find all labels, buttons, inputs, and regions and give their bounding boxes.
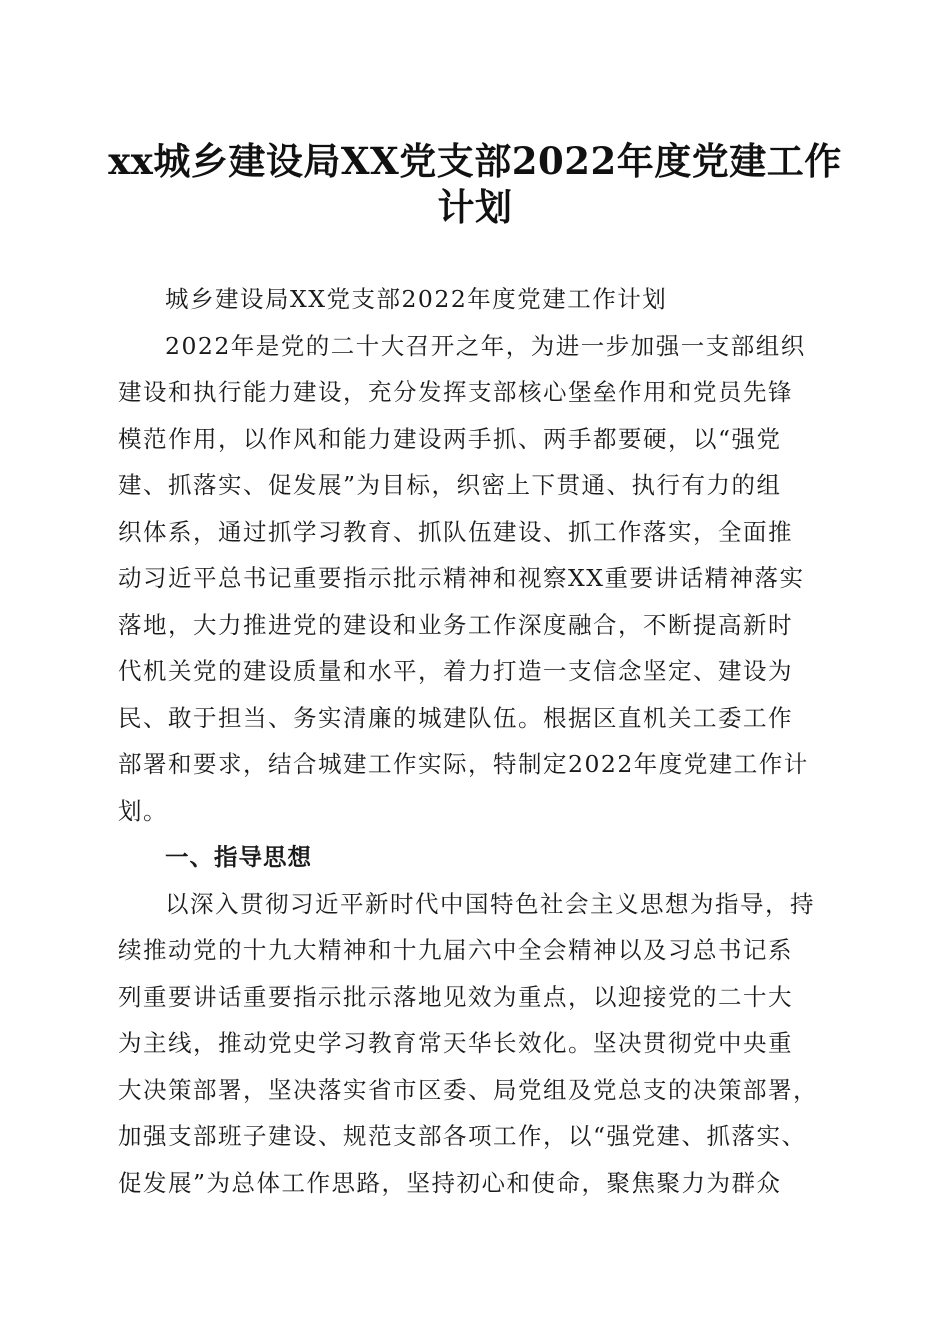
- subtitle-paragraph: [118, 276, 830, 323]
- intro-line: 划。: [118, 796, 168, 825]
- intro-line: 动习近平总书记重要指示批示精神和视察XX重要讲话精神落实: [118, 564, 805, 592]
- intro-paragraph: [118, 323, 830, 835]
- section1-line: 续推动党的十九大精神和十九届六中全会精神以及习总书记系: [118, 936, 793, 964]
- document-body: [118, 276, 830, 1206]
- title-line-2: 计划: [437, 185, 513, 229]
- section1-line: 为主线，推动党史学习教育常天华长效化。坚决贯彻党中央重: [118, 1029, 793, 1057]
- title-line-1: xx城乡建设局XX党支部2022年度党建工作: [108, 139, 842, 183]
- intro-line: 建、抓落实、促发展”为目标，织密上下贯通、执行有力的组: [118, 471, 782, 499]
- section-heading-text: 一、指导思想: [165, 843, 312, 871]
- document-title: [100, 138, 850, 230]
- intro-line: 模范作用，以作风和能力建设两手抓、两手都要硬，以“强党: [118, 424, 782, 453]
- intro-line: 代机关党的建设质量和水平，着力打造一支信念坚定、建设为: [118, 657, 793, 685]
- intro-line: 织体系，通过抓学习教育、抓队伍建设、抓工作落实，全面推: [118, 517, 793, 546]
- intro-line: 落地，大力推进党的建设和业务工作深度融合，不断提高新时: [118, 610, 793, 639]
- section1-line: 加强支部班子建设、规范支部各项工作，以“强党建、抓落实、: [118, 1122, 807, 1150]
- section1-line: 促发展”为总体工作思路，坚持初心和使命，聚焦聚力为群众: [118, 1168, 782, 1197]
- section-heading-guiding-ideology: [118, 834, 830, 881]
- intro-line: 民、敢于担当、务实清廉的城建队伍。根据区直机关工委工作: [118, 703, 793, 732]
- section1-line: 以深入贯彻习近平新时代中国特色社会主义思想为指导，持: [165, 889, 815, 918]
- intro-line: 部署和要求，结合城建工作实际，特制定2022年度党建工作计: [118, 750, 809, 778]
- section1-paragraph: [118, 881, 830, 1207]
- subtitle-line: 城乡建设局XX党支部2022年度党建工作计划: [165, 285, 668, 313]
- section1-line: 大决策部署，坚决落实省市区委、局党组及党总支的决策部署，: [118, 1075, 818, 1104]
- intro-line: 2022年是党的二十大召开之年，为进一步加强一支部组织: [165, 331, 806, 360]
- intro-line: 建设和执行能力建设，充分发挥支部核心堡垒作用和党员先锋: [118, 378, 793, 406]
- section1-line: 列重要讲话重要指示批示落地见效为重点，以迎接党的二十大: [118, 982, 793, 1011]
